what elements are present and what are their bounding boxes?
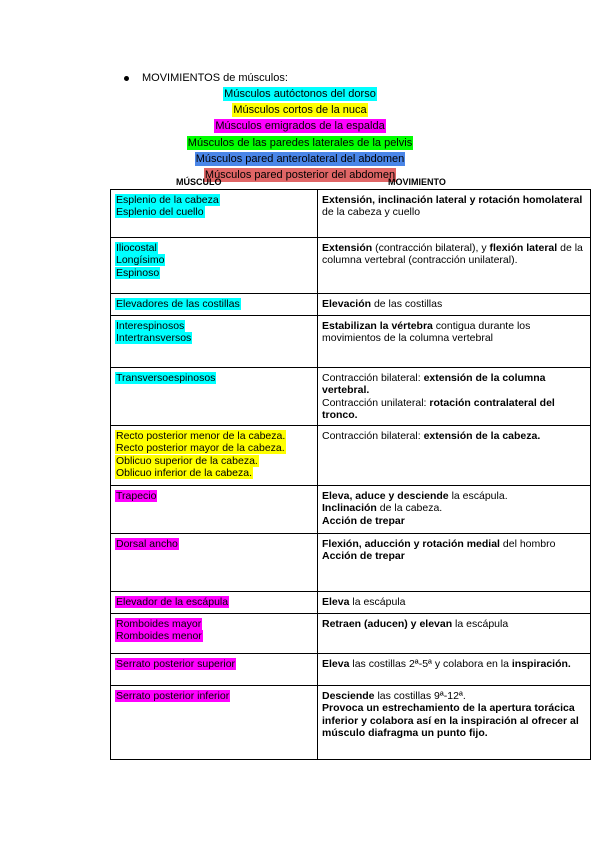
muscle-movement-table [110,189,591,760]
movement-text: de la cabeza. [376,502,443,515]
movement-text: las costillas 9ª-12ª. [374,690,466,702]
legend-label: Músculos cortos de la nuca [233,104,367,117]
bullet-icon [124,76,129,81]
movement-cell [318,654,591,686]
muscle-name: Recto posterior menor de la cabeza. [116,430,286,442]
movement-bold-text: extensión de la columna vertebral. [322,372,546,397]
muscle-cell [111,614,318,654]
movement-cell [318,426,591,486]
movement-cell [318,190,591,238]
movement-bold-text: Extensión [322,242,373,254]
muscle-cell [111,654,318,686]
muscle-name: Trapecio [116,490,157,502]
muscle-cell [111,190,318,238]
movement-line [322,490,586,502]
legend-item [110,135,490,151]
movement-bold-text: Retraen (aducen) y elevan [322,618,453,630]
movement-cell [318,294,591,316]
muscle-name: Serrato posterior inferior [116,690,230,702]
movement-line [322,550,586,562]
movement-bold-text: inspiración. [511,658,571,670]
movement-cell [318,486,591,534]
muscle-name: Dorsal ancho [116,538,178,550]
heading-prefix: MOVIMIENTOS [142,72,221,84]
movement-text: de la cabeza y cuello [322,206,421,219]
table-row [111,238,591,294]
movement-text: Contracción bilateral: [322,372,424,384]
muscle-cell [111,368,318,426]
movement-bold-text: rotación contralateral del tronco. [322,396,555,422]
muscle-cell [111,238,318,294]
muscle-cell [111,686,318,760]
heading-suffix: de músculos: [220,72,288,84]
muscle-name: Elevador de la escápula [116,596,229,608]
movement-line [322,320,586,345]
movement-bold-text: Flexión, aducción y rotación medial [322,538,500,550]
movement-text: Contracción bilateral: [322,430,424,442]
movement-cell [318,686,591,760]
table-row [111,534,591,592]
muscle-cell [111,316,318,368]
movement-line [322,298,586,310]
movement-line [322,596,586,608]
movement-line [322,242,586,267]
table-row [111,426,591,486]
movement-text: la escápula. [448,490,508,502]
movement-bold-text: Eleva [322,596,350,608]
muscle-name: Longísimo [116,254,165,267]
movement-bold-text: Eleva, aduce y desciende [322,490,449,502]
muscle-name: Serrato posterior superior [116,658,236,670]
movement-line [322,690,586,702]
movement-bold-text: Inclinación [322,502,377,515]
movement-line [322,658,586,670]
muscle-cell [111,534,318,592]
movement-cell [318,316,591,368]
movement-text: la escápula [452,618,509,630]
movement-text: la escápula [349,596,406,608]
movement-cell [318,368,591,426]
table-row [111,486,591,534]
legend-label: Músculos de las paredes laterales de la pelvis [187,136,413,149]
legend-item [110,86,490,102]
movement-bold-text: Acción de trepar [322,514,405,527]
movement-text: de la columna vertebral (contracción unilateral). [322,242,583,267]
muscle-cell [111,426,318,486]
table-row [111,614,591,654]
movement-bold-text: extensión de la cabeza. [423,430,541,442]
table-row [111,592,591,614]
movement-text: del hombro [499,538,556,550]
muscle-name: Transversoespinosos [116,372,216,384]
movement-line [322,618,586,630]
movement-cell [318,592,591,614]
movement-cell [318,614,591,654]
table-row [111,190,591,238]
movement-line [322,702,586,739]
movement-text: Contracción unilateral: [322,396,430,409]
movement-line [322,194,586,219]
muscle-cell [111,486,318,534]
muscle-column-header: MÚSCULO [176,177,222,187]
muscle-name: Romboides mayor [116,618,202,630]
muscle-name: Intertransversos [116,332,192,345]
muscle-name: Oblicuo superior de la cabeza. [116,454,258,467]
legend-label: Músculos autóctonos del dorso [224,88,376,100]
muscle-cell [111,592,318,614]
legend-item [110,102,490,118]
table-row [111,294,591,316]
muscle-cell [111,294,318,316]
legend-label: Músculos pared anterolateral del abdomen [195,152,405,165]
muscle-name: Oblicuo inferior de la cabeza. [116,467,252,480]
legend-item [110,151,490,167]
movement-bold-text: Desciende [322,690,375,702]
muscle-name: Interespinosos [116,320,185,332]
section-heading [124,72,288,84]
movement-bold-text: Eleva [322,658,350,670]
table-row [111,686,591,760]
movement-cell [318,238,591,294]
muscle-name: Elevadores de las costillas [116,298,240,310]
muscle-name: Recto posterior mayor de la cabeza. [116,442,285,455]
legend-label: Músculos emigrados de la espalda [215,120,385,133]
movement-text: contigua durante los movimientos de la columna vertebral [322,320,531,345]
table-row [111,368,591,426]
movement-bold-text: Extensión, inclinación lateral y rotación homolateral [322,194,583,206]
movement-line [322,372,586,397]
movement-column-header: MOVIMIENTO [388,177,446,187]
movement-line [322,515,586,527]
muscle-name: Iliocostal [116,242,157,254]
muscle-name: Esplenio de la cabeza [116,194,219,206]
table-row [111,316,591,368]
movement-line [322,538,586,550]
muscle-name: Romboides menor [116,630,202,643]
movement-text: (contracción bilateral), y [372,242,490,254]
movement-bold-text: Provoca un estrechamiento de la apertura torácica inferior y colabora así en la inspiración al ofrecer al músculo diafragma un punto fijo. [322,702,579,740]
movement-bold-text: Elevación [322,298,372,310]
muscle-name: Espinoso [116,266,160,279]
movement-line [322,430,586,442]
movement-line [322,397,586,422]
movement-text: las costillas 2ª-5ª y colabora en la [349,658,512,670]
color-legend [110,86,490,183]
table-row [111,654,591,686]
movement-bold-text: flexión lateral [489,242,558,254]
movement-cell [318,534,591,592]
movement-line [322,502,586,514]
legend-label: Músculos pared posterior del abdomen [204,168,396,181]
muscle-name: Esplenio del cuello [116,206,204,219]
movement-bold-text: Estabilizan la vértebra [322,320,433,332]
legend-item [110,118,490,134]
movement-text: de las costillas [371,298,443,310]
movement-bold-text: Acción de trepar [322,550,405,563]
